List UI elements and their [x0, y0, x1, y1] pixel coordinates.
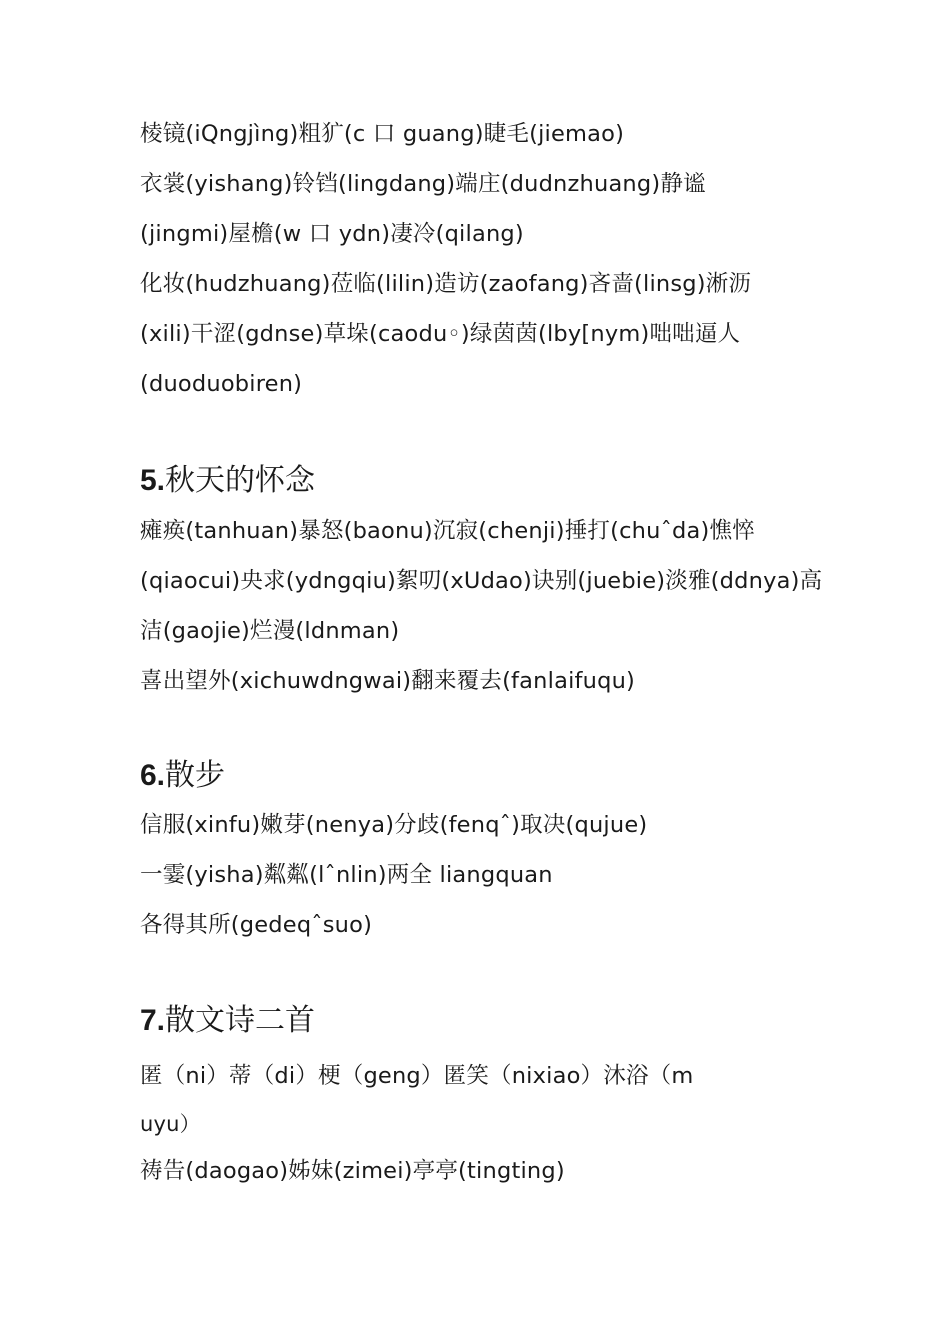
vocab-line: 喜出望外(xichuwdngwai)翻来覆去(fanlaifuqu): [140, 668, 636, 694]
vocab-line: uyu）: [140, 1112, 201, 1136]
vocab-line: (jingmi)屋檐(w 口 ydn)凄冷(qilang): [140, 221, 524, 247]
section-heading: [140, 757, 225, 795]
vocab-line: 洁(gaojie)烂漫(ldnman): [140, 618, 400, 644]
vocab-line: (qiaocui)央求(ydngqiu)絮叨(xUdao)诀别(juebie)淡雅(ddnya)高: [140, 568, 823, 594]
section-number: 5.: [140, 464, 166, 497]
vocab-line: 祷告(daogao)姊妹(zimei)亭亭(tingting): [140, 1158, 565, 1184]
section-heading: [140, 462, 315, 500]
vocab-line: 匿（ni）蒂（di）梗（geng）匿笑（nixiao）沐浴（m: [140, 1063, 694, 1089]
vocab-line: 一霎(yisha)粼粼(lˆnlin)两全 liangquan: [140, 862, 553, 888]
vocab-line: 各得其所(gedeqˆsuo): [140, 912, 373, 938]
section-number: 7.: [140, 1004, 166, 1037]
vocab-line: 化妆(hudzhuang)莅临(lilin)造访(zaofang)吝啬(linsg)淅沥: [140, 271, 752, 297]
vocab-line: 瘫痪(tanhuan)暴怒(baonu)沉寂(chenji)捶打(chuˆda)憔悴: [140, 518, 755, 544]
section-number: 6.: [140, 759, 166, 792]
vocab-line: (duoduobiren): [140, 371, 303, 397]
vocab-line: 信服(xinfu)嫩芽(nenya)分歧(fenqˆ)取决(qujue): [140, 812, 648, 838]
section-heading: [140, 1002, 315, 1040]
vocab-line: (xili)干涩(gdnse)草垛(caodu◦)绿茵茵(lby[nym)咄咄逼人: [140, 321, 741, 347]
vocab-line: 衣裳(yishang)铃铛(lingdang)端庄(dudnzhuang)静谧: [140, 171, 706, 197]
section-title: 散步: [165, 758, 226, 793]
vocab-line: 棱镜(iQngjìng)粗犷(c 口 guang)睫毛(jiemao): [140, 121, 625, 147]
section-title: 散文诗二首: [165, 1003, 316, 1038]
section-title: 秋天的怀念: [165, 463, 316, 498]
